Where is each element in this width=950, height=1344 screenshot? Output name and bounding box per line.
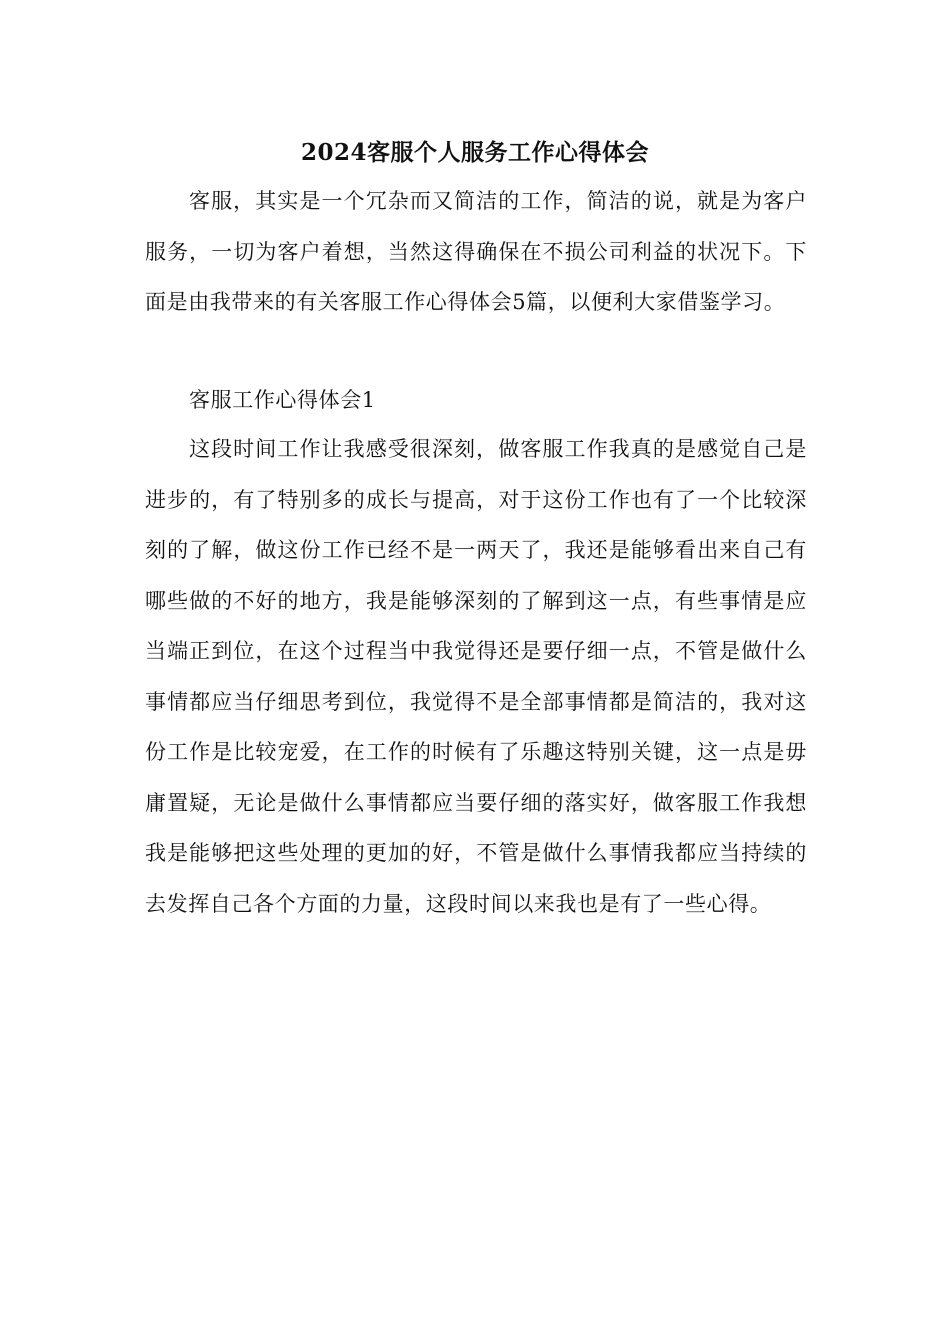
intro-paragraph: 客服，其实是一个冗杂而又简洁的工作，简洁的说，就是为客户服务，一切为客户着想，当然这得确保在不损公司利益的状况下。下面是由我带来的有关客服工作心得体会5篇，以便利大家借鉴学习。 xyxy=(145,189,807,314)
section-heading: 客服工作心得体会1 xyxy=(189,388,376,412)
section-1-body xyxy=(145,424,807,929)
intro-section xyxy=(145,176,807,328)
section-1-paragraph: 这段时间工作让我感受很深刻，做客服工作我真的是感觉自己是进步的，有了特别多的成长与提高，对于这份工作也有了一个比较深刻的了解，做这份工作已经不是一两天了，我还是能够看出来自己有哪些做的不好的地方，我是能够深刻的了解到这一点，有些事情是应当端正到位，在这个过程当中我觉得还是要仔细一点，不管是做什么事情都应当仔细思考到位，我觉得不是全部事情都是简洁的，我对这份工作是比较宠爱，在工作的时候有了乐趣这特别关键，这一点是毋庸置疑，无论是做什么事情都应当要仔细的落实好，做客服工作我想我是能够把这些处理的更加的好，不管是做什么事情我都应当持续的去发挥自己各个方面的力量，这段时间以来我也是有了一些心得。 xyxy=(145,437,807,916)
document-title: 2024客服个人服务工作心得体会 xyxy=(300,139,649,166)
